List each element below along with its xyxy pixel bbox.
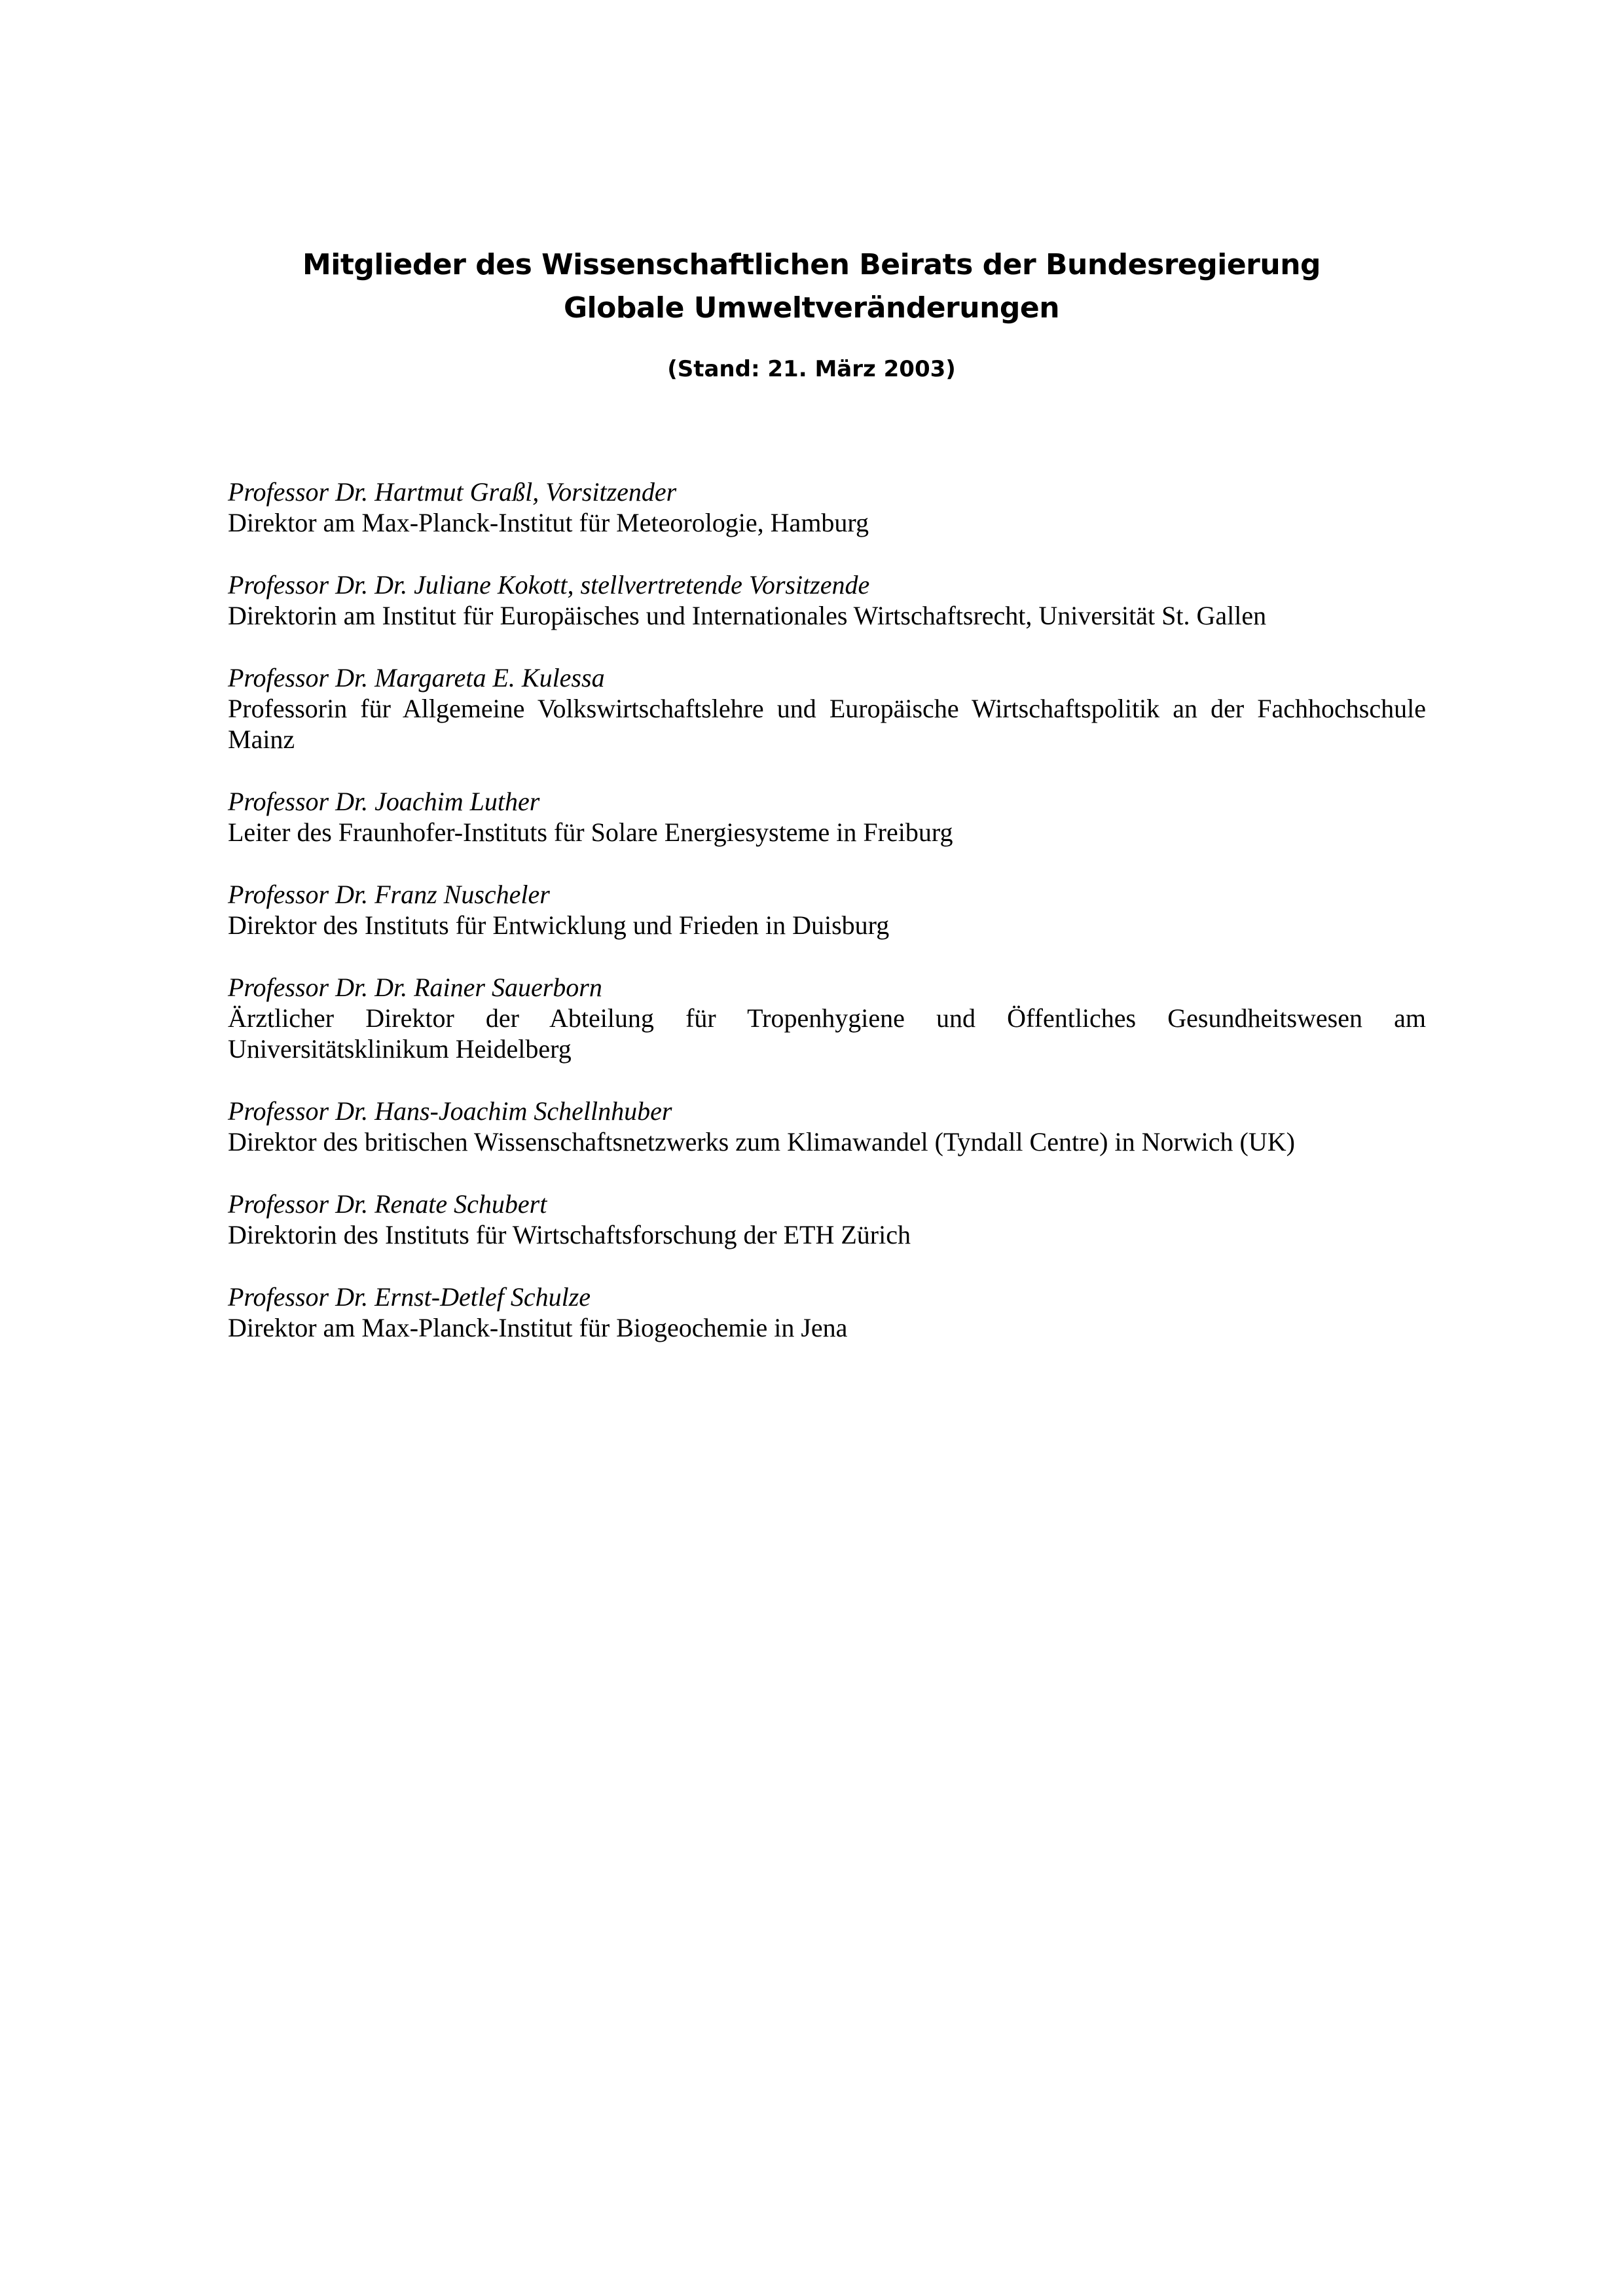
member-entry <box>228 476 1426 538</box>
member-entry <box>228 569 1426 631</box>
member-role: Direktor des Instituts für Entwicklung und Frieden in Duisburg <box>228 910 890 940</box>
member-role: Professorin für Allgemeine Volkswirtschaftslehre und Europäische Wirtschaftspolitik an der Fachhochschule Mainz <box>228 694 1426 754</box>
member-name: Professor Dr. Dr. Rainer Sauerborn <box>228 973 602 1002</box>
stand-date: (Stand: 21. März 2003) <box>667 356 956 382</box>
member-name: Professor Dr. Hartmut Graßl, Vorsitzender <box>228 477 677 507</box>
member-role: Direktorin am Institut für Europäisches und Internationales Wirtschaftsrecht, Universität St. Gallen <box>228 601 1267 630</box>
member-name: Professor Dr. Ernst-Detlef Schulze <box>228 1282 591 1312</box>
document-header <box>0 243 1623 384</box>
page-title-line-2: Globale Umweltveränderungen <box>563 291 1060 325</box>
member-name: Professor Dr. Renate Schubert <box>228 1189 547 1219</box>
member-role: Direktorin des Instituts für Wirtschaftsforschung der ETH Zürich <box>228 1220 911 1249</box>
member-entry <box>228 786 1426 848</box>
member-entry <box>228 879 1426 941</box>
member-entry <box>228 972 1426 1064</box>
member-name: Professor Dr. Margareta E. Kulessa <box>228 663 605 692</box>
member-role: Direktor am Max-Planck-Institut für Meteorologie, Hamburg <box>228 508 869 537</box>
member-role: Direktor des britischen Wissenschaftsnetzwerks zum Klimawandel (Tyndall Centre) in Norwich (UK) <box>228 1127 1295 1157</box>
member-name: Professor Dr. Hans-Joachim Schellnhuber <box>228 1096 672 1126</box>
member-name: Professor Dr. Joachim Luther <box>228 787 540 816</box>
member-entry <box>228 1096 1426 1157</box>
member-entry <box>228 1282 1426 1343</box>
member-role: Leiter des Fraunhofer-Instituts für Solare Energiesysteme in Freiburg <box>228 817 953 847</box>
member-list <box>228 476 1426 1374</box>
member-entry <box>228 1189 1426 1250</box>
page-title-line-1: Mitglieder des Wissenschaftlichen Beirats der Bundesregierung <box>302 248 1321 281</box>
member-entry <box>228 662 1426 755</box>
member-role: Direktor am Max-Planck-Institut für Biogeochemie in Jena <box>228 1313 848 1342</box>
member-name: Professor Dr. Franz Nuscheler <box>228 880 550 909</box>
member-role: Ärztlicher Direktor der Abteilung für Tropenhygiene und Öffentliches Gesundheitswesen am Universitätsklinikum Heidelberg <box>228 1003 1426 1064</box>
member-name: Professor Dr. Dr. Juliane Kokott, stellvertretende Vorsitzende <box>228 570 870 600</box>
